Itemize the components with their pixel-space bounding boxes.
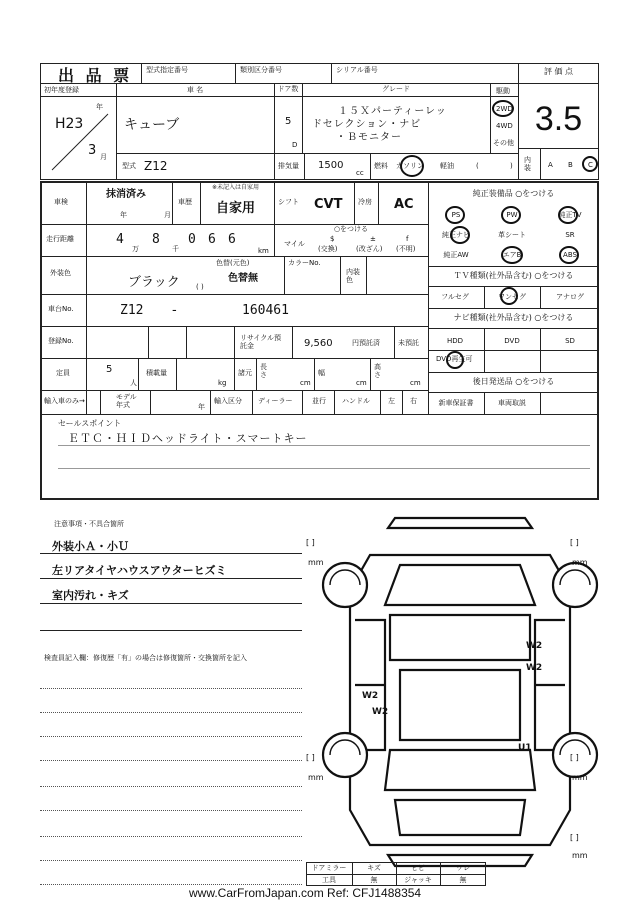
shaken-value: 抹消済み xyxy=(106,189,146,200)
repaint-label: 色替(元色) xyxy=(216,259,250,267)
doors-sub: D xyxy=(292,141,298,149)
name-label: 車 名 xyxy=(186,86,204,94)
equip-pw-circle xyxy=(501,206,521,224)
equip-airbag-circle xyxy=(501,246,523,264)
month-unit: 月 xyxy=(100,153,107,161)
score-label: 評 価 点 xyxy=(543,67,574,76)
fuel-gas: ガソリン xyxy=(396,162,424,170)
shaken-month-unit: 月 xyxy=(164,211,171,219)
recycle-paid: 円預託済 xyxy=(352,339,380,347)
dvd-playback: DVD再生可 xyxy=(436,355,473,363)
note-1: 外装小Ａ・小Ｕ xyxy=(52,540,129,553)
grade-line2: ドセレクション・ナビ xyxy=(312,119,422,130)
class-label: 類別区分番号 xyxy=(240,66,282,74)
equip-sr: SR xyxy=(565,231,575,239)
svg-text:[ ]: [ ] xyxy=(570,538,579,547)
drive-4wd: 4WD xyxy=(496,122,513,130)
capacity-unit: 人 xyxy=(130,379,137,387)
type-cert-label: 型式指定番号 xyxy=(146,66,188,74)
mm-3: mm xyxy=(308,773,324,782)
mileage-digit-4: 6 xyxy=(208,232,216,247)
interior-a: A xyxy=(548,161,553,169)
sales-label: セールスポイント xyxy=(58,419,122,428)
equip-abs-circle xyxy=(559,246,579,264)
odo-swap: (交換) xyxy=(318,245,338,253)
reg-no-label: 登録No. xyxy=(48,337,74,345)
ac-label: 冷房 xyxy=(358,198,372,206)
mileage-digit-2: 8 xyxy=(152,232,160,247)
chassis-label: 車台No. xyxy=(48,305,74,313)
equipment-title: 純正装備品 ○をつける xyxy=(472,189,555,198)
steering-label: ハンドル xyxy=(342,397,370,405)
chassis-dash: - xyxy=(172,303,177,318)
svg-text:[ ]: [ ] xyxy=(306,753,315,762)
equip-navi: 純正ナビ xyxy=(442,231,470,239)
mm-4: mm xyxy=(572,773,588,782)
width-label: 幅 xyxy=(318,369,325,377)
legend-hibi: ヒビ xyxy=(411,864,425,872)
interior-label: 内装 xyxy=(524,156,531,173)
after-title: 後日発送品 ○をつける xyxy=(472,377,555,386)
model-year-unit: 年 xyxy=(198,403,205,411)
drive-other: その他 xyxy=(493,139,514,147)
navi-title: ナビ種類(社外品含む) ○をつける xyxy=(453,313,574,322)
car-damage-diagram xyxy=(300,510,610,890)
fuel-label: 燃料 xyxy=(374,162,388,170)
doors-label: ドア数 xyxy=(277,85,299,93)
history-value: 自家用 xyxy=(216,201,256,216)
equip-abs: ABS xyxy=(563,251,577,259)
mm-5: mm xyxy=(572,851,588,860)
mileage-digit-5: 6 xyxy=(228,232,236,247)
odo-unknown: (不明) xyxy=(396,245,416,253)
equip-tv-circle xyxy=(558,206,578,224)
model-value: Z12 xyxy=(144,159,168,173)
first-reg-label: 初年度登録 xyxy=(44,86,79,94)
equip-navi-circle xyxy=(450,226,470,244)
odo-sym1: $ xyxy=(330,235,335,243)
first-reg-year: H23 xyxy=(55,116,84,132)
sen-unit: 千 xyxy=(172,245,179,253)
odo-sym2: ± xyxy=(370,235,376,243)
history-label: 車歴 xyxy=(178,198,192,206)
grade-line1: １５Ｘパーティーレッ xyxy=(338,106,447,117)
ext-color-label: 外装色 xyxy=(50,269,71,277)
equip-aw: 純正AW xyxy=(443,251,469,259)
grade-line3: ・Ｂモニター xyxy=(336,132,402,143)
mark-note: ○をつける xyxy=(333,225,369,233)
capacity-value: 5 xyxy=(106,364,113,375)
damage-mark-w2-b: W2 xyxy=(526,663,543,673)
cc-unit: cc xyxy=(356,169,364,177)
equip-tv: 純正TV xyxy=(558,211,582,219)
parallel-option: 並行 xyxy=(312,397,326,405)
interior-c-circle xyxy=(582,156,598,172)
shaken-year-unit: 年 xyxy=(120,211,127,219)
damage-mark-w2-c: W2 xyxy=(362,691,379,701)
interior-b: B xyxy=(568,161,573,169)
tv-oneseg-circle xyxy=(500,287,518,305)
legend-tool: 工具 xyxy=(322,876,336,884)
left-option: 左 xyxy=(388,397,395,405)
equip-airbag: エアB xyxy=(502,251,522,259)
tv-fullseg: フルセグ xyxy=(441,293,469,301)
ac-value: AC xyxy=(394,197,414,212)
legend-jack-value: 無 xyxy=(459,876,467,884)
dims-label: 諸元 xyxy=(238,369,252,377)
doors-value: 5 xyxy=(285,116,292,127)
sales-text: ＥＴＣ・ＨＩＤヘッドライト・スマートキー xyxy=(68,432,308,445)
after-warranty: 新車保証書 xyxy=(438,399,474,407)
odo-sym3: f xyxy=(406,235,409,243)
mileage-label: 走行距離 xyxy=(46,235,74,243)
note-2: 左リアタイヤハウスアウターヒズミ xyxy=(52,564,227,577)
import-class-label: 輸入区分 xyxy=(214,397,242,405)
year-unit: 年 xyxy=(96,103,103,111)
cm-unit-3: cm xyxy=(410,379,421,387)
repaint-value: 色替無 xyxy=(228,273,258,284)
damage-mark-w2-a: W2 xyxy=(526,641,543,651)
shift-label: シフト xyxy=(278,198,299,206)
int-color-label: 内装色 xyxy=(346,268,360,285)
right-option: 右 xyxy=(410,397,417,405)
shift-value: CVT xyxy=(314,197,343,212)
after-manual: 車両取説 xyxy=(498,399,526,407)
svg-text:[ ]: [ ] xyxy=(306,538,315,547)
repaint-paren: ( ) xyxy=(196,283,204,291)
note-3: 室内汚れ・キズ xyxy=(52,589,129,602)
inspector-label: 検査員記入欄：修復歴「有」の場合は修復箇所・交換箇所を記入 xyxy=(44,654,247,662)
ext-color-value: ブラック xyxy=(128,275,180,290)
load-label: 積載量 xyxy=(146,369,167,377)
slash-decoration xyxy=(44,100,114,176)
navi-dvd: DVD xyxy=(504,337,520,345)
mm-2: mm xyxy=(572,558,588,567)
fuel-gas-circle xyxy=(400,155,424,177)
damage-mark-u1: U1 xyxy=(518,743,532,753)
shaken-label: 車検 xyxy=(54,198,68,206)
capacity-label: 定員 xyxy=(56,369,70,377)
man-unit: 万 xyxy=(132,245,139,253)
fuel-diesel: 軽油 xyxy=(440,162,454,170)
legend-kizu: キズ xyxy=(367,864,381,872)
navi-hdd: HDD xyxy=(446,337,464,345)
dvd-playback-circle xyxy=(446,351,464,369)
tv-title: ＴＶ種類(社外品含む) ○をつける xyxy=(453,271,574,280)
equip-pw: PW xyxy=(506,211,518,219)
cm-unit-1: cm xyxy=(300,379,311,387)
serial-label: シリアル番号 xyxy=(336,66,378,74)
mm-1: mm xyxy=(308,558,324,567)
import-label: 輸入車のみ→ xyxy=(44,397,85,405)
legend-tool-value: 無 xyxy=(370,876,378,884)
notes-label: 注意事項・不具合箇所 xyxy=(54,520,124,528)
grade-label: グレード xyxy=(382,85,410,93)
legend-ware: ワレ xyxy=(456,864,470,872)
form-title: 出 品 票 xyxy=(58,66,133,85)
chassis-number: 160461 xyxy=(242,303,289,318)
mile-word: マイル xyxy=(284,240,305,248)
displacement-value: 1500 xyxy=(318,160,344,171)
cm-unit-2: cm xyxy=(356,379,367,387)
drive-label: 駆動 xyxy=(496,87,510,95)
drive-2wd-circle xyxy=(492,100,514,117)
displacement-label: 排気量 xyxy=(278,162,299,170)
chassis-prefix: Z12 xyxy=(120,303,144,318)
kg-unit: kg xyxy=(218,379,227,387)
first-reg-month: 3 xyxy=(88,143,97,158)
history-note: ※未記入は自家用 xyxy=(212,184,260,191)
equip-ps-circle xyxy=(445,206,465,224)
tv-analog: アナログ xyxy=(556,293,584,301)
recycle-label: リサイクル預託金 xyxy=(240,334,282,351)
interior-c: C xyxy=(588,161,593,169)
equip-leather: 革シート xyxy=(498,231,526,239)
damage-mark-w2-d: W2 xyxy=(372,707,389,717)
color-no-label: カラーNo. xyxy=(288,259,321,267)
odo-tamper: (改ざん) xyxy=(356,245,383,253)
model-label: 型式 xyxy=(122,162,136,170)
navi-sd: SD xyxy=(565,337,575,345)
legend-mirror: ドアミラー xyxy=(311,864,347,872)
vehicle-name: キューブ xyxy=(124,117,180,133)
score-value: 3.5 xyxy=(534,99,583,138)
km-unit: km xyxy=(258,247,269,255)
length-label: 長さ xyxy=(260,363,267,379)
legend-jack: ジャッキ xyxy=(404,876,432,884)
svg-text:[ ]: [ ] xyxy=(570,753,579,762)
footer-watermark: www.CarFromJapan.com Ref: CFJ1488354 xyxy=(186,886,424,900)
svg-text:[ ]: [ ] xyxy=(570,833,579,842)
tv-oneseg: ワンセグ xyxy=(498,293,526,301)
recycle-amount: 9,560 xyxy=(304,338,333,349)
dealer-option: ディーラー xyxy=(258,397,293,405)
mileage-digit-1: 4 xyxy=(116,232,124,247)
mileage-digit-3: 0 xyxy=(188,232,196,247)
model-year-label: モデル年式 xyxy=(116,393,137,409)
recycle-unpaid: 未預託 xyxy=(398,339,419,347)
drive-2wd: 2WD xyxy=(496,105,513,113)
height-label: 高さ xyxy=(374,363,381,379)
equip-ps: PS xyxy=(451,211,461,219)
